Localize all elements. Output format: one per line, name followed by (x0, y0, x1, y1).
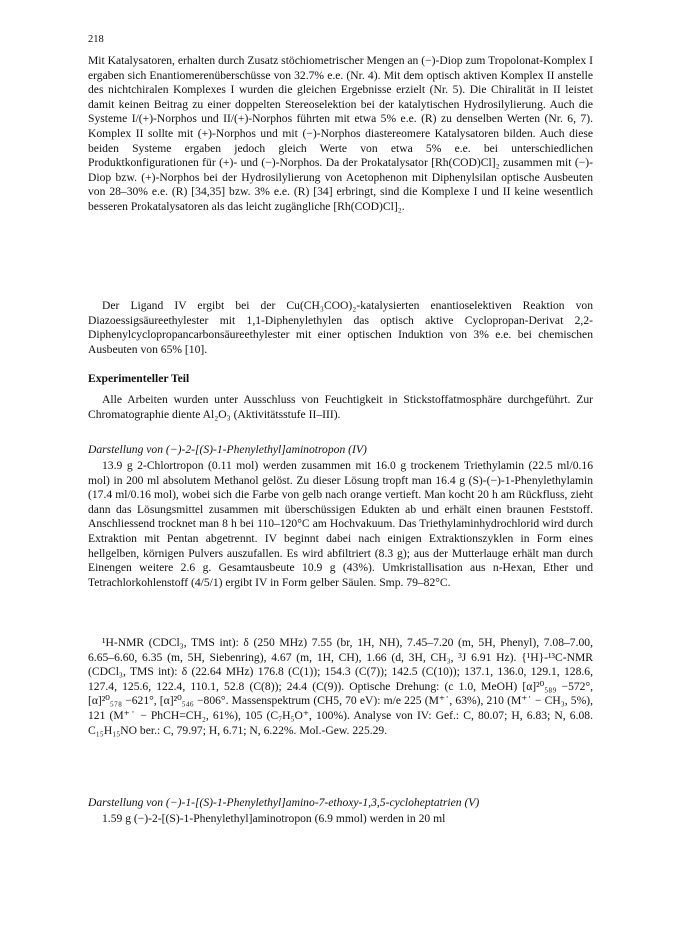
paragraph-general (88, 393, 593, 422)
paragraph-ligand-iv (88, 299, 593, 357)
page-number: 218 (88, 34, 104, 45)
heading-prep-v: Darstellung von (−)-1-[(S)-1-Phenylethyl]amino-7-ethoxy-1,3,5-cycloheptatrien (V) (88, 796, 480, 809)
paragraph-catalysts (88, 54, 593, 215)
paragraph-text: ¹H-NMR (CDCl₃, TMS int): δ (250 MHz) 7.55 (br, 1H, NH), 7.45–7.20 (m, 5H, Phenyl), 7.08–7.00, 6.65–6.60, 6.35 (m, 5H, Siebenring), 4.67 (m, 1H, CH), 1.66 (d, 3H, CH₃, ³J 6.91 Hz). {¹H}-¹³C-NMR (CDCl₃, TMS int): δ (22.64 MHz) 176.8 (C(1)); 154.3 (C(7)); 142.5 (C(10)); 137.1, 136.0, 129.1, 128.6, 127.4, 125.6, 122.4, 110.1, 52.8 (C(8)); 24.4 (C(9)). Optische Drehung: (c 1.0, MeOH) [α]²⁰₅₈₉ −572°, [α]²⁰₅₇₈ −621°, [α]²⁰₅₄₆ −806°. Massenspektrum (CH5, 70 eV): m/e 225 (M⁺˙, 63%), 210 (M⁺˙ − CH₃, 5%), 121 (M⁺˙ − PhCH=CH₂, 61%), 105 (C₇H₅O⁺, 100%). Analyse von IV: Gef.: C, 80.07; H, 6.83; N, 6.08. C₁₅H₁₅NO ber.: C, 79.97; H, 6.71; N, 6.22%. Mol.-Gew. 225.29. (88, 636, 593, 737)
paragraph-text: 13.9 g 2-Chlortropon (0.11 mol) werden zusammen mit 16.0 g trockenem Triethylamin (22.5 ml/0.16 mol) in 200 ml absolutem Methanol gelöst. Zu dieser Lösung tropft man 16.4 g (S)-(−)-1-Phenylethylamin (17.4 ml/0.16 mol), wobei sich die Farbe von gelb nach orange vertieft. Man kocht 20 h am Rückfluss, zieht dann das Lösungsmittel zusammen mit überschüssigen Edukten ab und erhält einen braunen Feststoff. Anschliessend trocknet man 8 h bei 110–120°C am Hochvakuum. Das Triethylaminhydrochlorid wird durch Extraktion mit Pentan abgetrennt. IV beginnt dabei nach einigen Extraktionszyklen in Form eines hellgelben, körnigen Pulvers auszufallen. Es wird abfiltriert (8.3 g); aus der Mutterlauge erhält man durch Einengen weitere 2.6 g. Gesamtausbeute 10.9 g (43%). Umkristallisation aus n-Hexan, Ether und Tetrachlorkohlenstoff (4/5/1) ergibt IV in Form gelber Säulen. Smp. 79–82°C. (88, 459, 593, 589)
heading-prep-iv: Darstellung von (−)-2-[(S)-1-Phenylethyl]aminotropon (IV) (88, 443, 367, 456)
paragraph-text: Mit Katalysatoren, erhalten durch Zusatz stöchiometrischer Mengen an (−)-Diop zum Tropolonat-Komplex I ergaben sich Enantiomerenüberschüsse von 32.7% e.e. (Nr. 4). Mit dem optisch aktiven Komplex II anstelle des nichtchiralen Komplexes I wurden die gleichen Ergebnisse erzielt (Nr. 5). Die Chiralität in II leistet damit keinen Beitrag zu einer doppelten Stereoselektion bei der katalytischen Hydrosilylierung. Auch die Systeme I/(+)-Norphos und II/(+)-Norphos führten mit etwa 5% e.e. (R) zu denselben Werten (Nr. 6, 7). Komplex II sollte mit (+)-Norphos und mit (−)-Norphos diastereomere Katalysatoren bilden. Auch diese beiden Systeme ergaben jedoch gleich Werte von etwa 5% e.e. bei unterschiedlichen Produktkonfigurationen für (+)- und (−)-Norphos. Da der Prokatalysator [Rh(COD)Cl]₂ zusammen mit (−)-Diop bzw. (+)-Norphos bei der Hydrosilylierung von Acetophenon mit Diphenylsilan optische Ausbeuten von 28–30% e.e. (R) [34,35] bzw. 3% e.e. (R) [34] erbringt, sind die Komplexe I und II keine wesentlich besseren Prokatalysatoren als das leicht zugängliche [Rh(COD)Cl]₂. (88, 54, 593, 213)
paragraph-procedure-v (88, 812, 593, 827)
paragraph-text: Der Ligand IV ergibt bei der Cu(CH₃COO)₂-katalysierten enantioselektiven Reaktion von Diazoessigsäureethylester mit 1,1-Diphenylethylen das optisch aktive Cyclopropan-Derivat 2,2-Diphenylcyclopropancarbonsäureethylester mit einer optischen Induktion von 3% e.e. bei chemischen Ausbeuten von 65% [10]. (88, 299, 593, 356)
section-heading (88, 372, 593, 387)
paragraph-analysis-iv (88, 636, 593, 738)
subsection-heading (88, 796, 593, 811)
paragraph-text: Alle Arbeiten wurden unter Ausschluss von Feuchtigkeit in Stickstoffatmosphäre durchgeführt. Zur Chromatographie diente Al₂O₃ (Aktivitätsstufe II–III). (88, 393, 593, 421)
paragraph-procedure-iv (88, 459, 593, 590)
subsection-heading (88, 443, 593, 458)
paragraph-text: 1.59 g (−)-2-[(S)-1-Phenylethyl]aminotropon (6.9 mmol) werden in 20 ml (102, 812, 446, 825)
document-page (88, 0, 593, 933)
heading-experimental: Experimenteller Teil (88, 372, 190, 385)
